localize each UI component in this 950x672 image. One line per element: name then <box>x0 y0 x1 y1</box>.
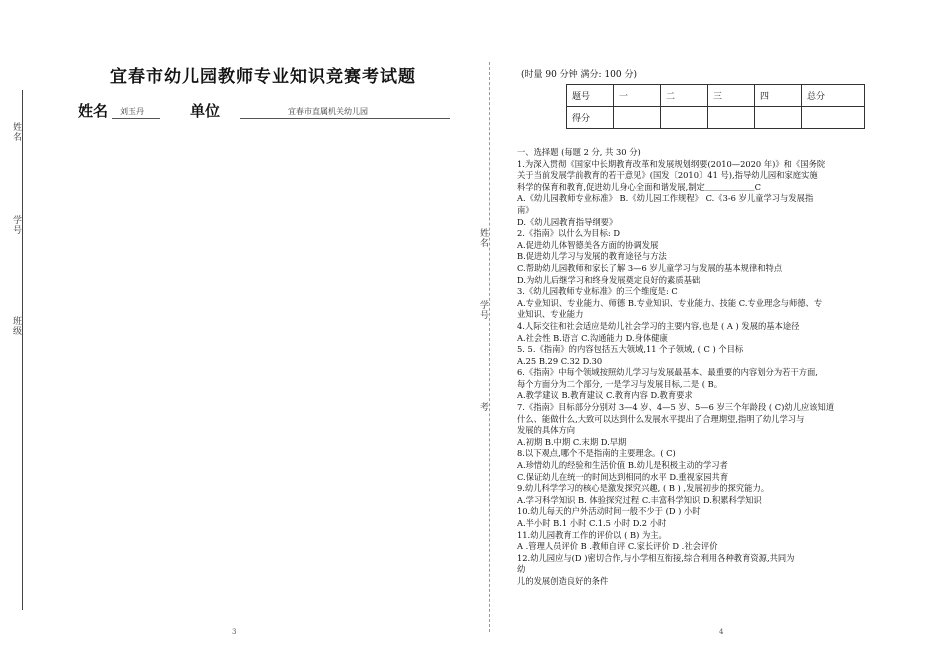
question-line: A .管理人员评价 B .教师自评 C.家长评价 D .社会评价 <box>517 541 718 552</box>
question-line: 4.人际交往和社会适应是幼儿社会学习的主要内容,也是 ( A ) 发展的基本途径 <box>517 320 800 331</box>
name-label: 姓名 <box>78 102 109 120</box>
score-cell: 题号 <box>567 85 614 107</box>
question-line: 8.以下观点,哪个不是指南的主要理念。( C) <box>517 448 676 459</box>
question-line: 3.《幼儿园教师专业标准》的三个维度是: C <box>517 286 678 297</box>
score-input-cell <box>661 107 708 129</box>
question-line: B.促进幼儿学习与发展的教育途径与方法 <box>517 251 667 262</box>
name-value: 刘玉丹 <box>120 107 144 116</box>
question-line: A.学习科学知识 B. 体验探究过程 C.丰富科学知识 D.积累科学知识 <box>517 494 762 505</box>
question-line: 幼 <box>517 564 526 575</box>
question-line: 什么、能做什么,大致可以达到什么发展水平提出了合理期望,指明了幼儿学习与 <box>517 413 805 424</box>
unit-underline <box>240 118 450 119</box>
score-table-header-row <box>567 85 865 107</box>
binding-line <box>22 90 23 610</box>
question-line: A.25 B.29 C.32 D.30 <box>517 355 603 366</box>
question-line: A.《幼儿园教师专业标准》 B.《幼儿园工作规程》 C.《3-6 岁儿童学习与发展指 <box>517 193 814 204</box>
question-line: 业知识、专业能力 <box>517 309 584 320</box>
question-line: 2.《指南》以什么为目标: D <box>517 228 620 239</box>
question-line: A.半小时 B.1 小时 C.1.5 小时 D.2 小时 <box>517 518 667 528</box>
page-number-left: 3 <box>232 628 237 636</box>
score-input-cell <box>708 107 755 129</box>
question-line: 7.《指南》目标部分分别对 3—4 岁、4—5 岁、5—6 岁三个年龄段 ( C)幼儿应该知道 <box>517 402 835 413</box>
question-line: 5. 5.《指南》的内容包括五大领域,11 个子领域, ( C ) 个目标 <box>517 344 744 355</box>
question-line: A.珍惜幼儿的经验和生活价值 B.幼儿是积极主动的学习者 <box>517 460 728 471</box>
score-cell: 得分 <box>567 107 614 129</box>
unit-label: 单位 <box>190 102 221 120</box>
margin-label-class: 班级 <box>11 316 21 336</box>
question-line: 1.为深入贯彻《国家中长期教育改革和发展规划纲要(2010—2020 年)》和《国务院 <box>517 158 826 169</box>
score-input-cell <box>755 107 802 129</box>
question-line: A.教学建议 B.教育建议 C.教育内容 D.教育要求 <box>517 390 693 401</box>
question-line: 发展的具体方向 <box>517 425 576 436</box>
unit-value: 宜春市直属机关幼儿园 <box>288 107 368 116</box>
question-line: A.促进幼儿体智德美各方面的协调发展 <box>517 239 659 250</box>
score-input-cell <box>802 107 865 129</box>
question-line: 关于当前发展学前教育的若干意见》(国发〔2010〕41 号),指导幼儿园和家庭实施 <box>517 170 818 181</box>
question-line: 科学的保育和教育,促进幼儿身心全面和谐发展,制定＿＿＿＿＿＿C <box>517 181 761 192</box>
score-cell: 二 <box>661 85 708 107</box>
question-line: A.专业知识、专业能力、师德 B.专业知识、专业能力、技能 C.专业理念与师德、专 <box>517 297 823 308</box>
score-table <box>566 84 865 129</box>
score-cell: 四 <box>755 85 802 107</box>
margin-label-name-right: 姓名 <box>478 228 488 248</box>
question-line: 10.幼儿每天的户外活动时间一般不少于 (D ) 小时 <box>517 506 701 517</box>
margin-label-name: 姓名 <box>11 122 21 142</box>
page-number-right: 4 <box>719 628 724 636</box>
question-line: 11.幼儿园教育工作的评价以 ( B) 为主。 <box>517 529 667 540</box>
margin-label-id-right: 学号 <box>478 300 488 320</box>
question-line: 9.幼儿科学学习的核心是激发探究兴趣, ( B ) ,发展初步的探究能力。 <box>517 483 770 494</box>
question-line: 南》 <box>517 204 534 215</box>
score-table-score-row <box>567 107 865 129</box>
question-line: C.帮助幼儿园教师和家长了解 3—6 岁儿童学习与发展的基本规律和特点 <box>517 262 783 273</box>
question-line: 儿的发展创造良好的条件 <box>517 575 609 586</box>
margin-label-exam-right: 考 <box>478 402 488 412</box>
center-fold-line <box>489 62 490 632</box>
question-line: A.初期 B.中期 C.末期 D.早期 <box>517 436 627 447</box>
score-cell: 总分 <box>802 85 865 107</box>
question-line: D.为幼儿后继学习和终身发展奠定良好的素质基础 <box>517 274 701 285</box>
name-underline <box>112 118 160 119</box>
score-cell: 一 <box>614 85 661 107</box>
exam-title: 宜春市幼儿园教师专业知识竞赛考试题 <box>110 67 416 87</box>
exam-info: (时量 90 分钟 满分: 100 分) <box>521 70 637 80</box>
score-input-cell <box>614 107 661 129</box>
question-line: 一、选择题 (每题 2 分, 共 30 分) <box>517 147 641 157</box>
question-line: 12.幼儿园应与(D )密切合作,与小学相互衔接,综合利用各种教育资源,共同为 <box>517 552 795 563</box>
question-line: 6.《指南》中每个领域按照幼儿学习与发展最基本、最重要的内容划分为若干方面, <box>517 367 818 378</box>
question-line: A.社会性 B.语言 C.沟通能力 D.身体健康 <box>517 332 668 343</box>
question-line: D.《幼儿园教育指导纲要》 <box>517 216 618 227</box>
margin-label-student-id: 学号 <box>11 215 21 235</box>
score-cell: 三 <box>708 85 755 107</box>
question-line: C.保证幼儿在统一的时间达到相同的水平 D.重视家园共育 <box>517 471 729 482</box>
question-body <box>517 147 862 588</box>
question-line: 每个方面分为二个部分, 一是学习与发展目标,二是 ( B。 <box>517 378 723 389</box>
